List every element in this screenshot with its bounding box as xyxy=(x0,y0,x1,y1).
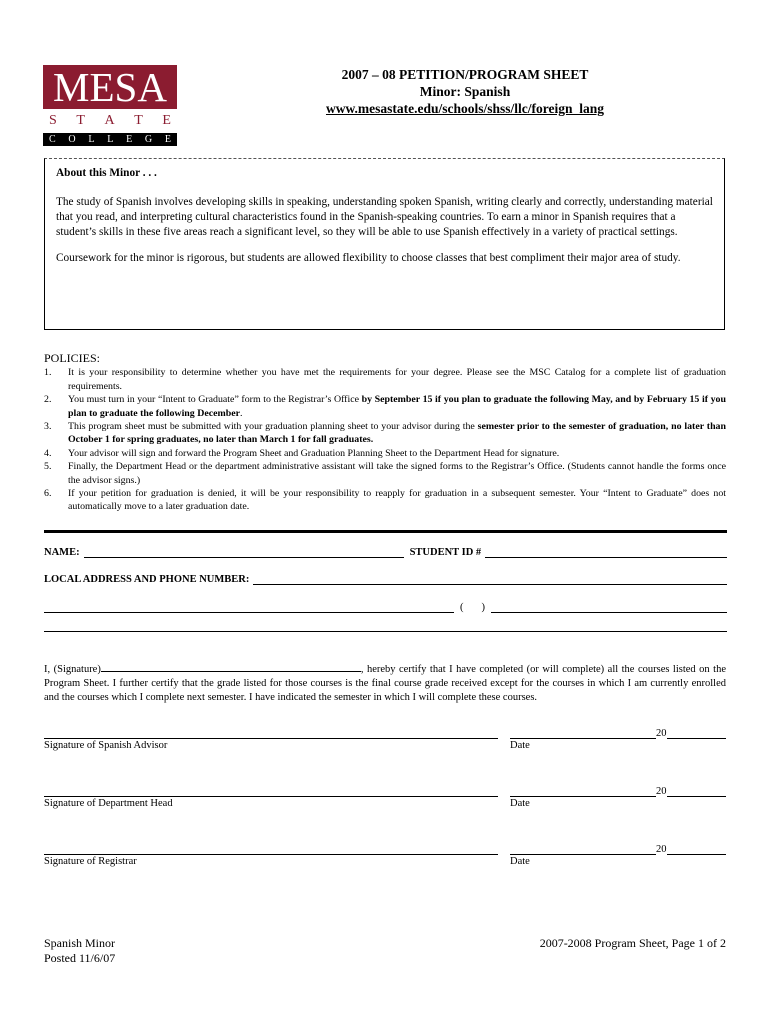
policy-item xyxy=(44,366,726,393)
year-prefix: 20 xyxy=(656,728,667,739)
policy-text: Your advisor will sign and forward the Program Sheet and Graduation Planning Sheet to the Department Head for signature. xyxy=(68,447,560,459)
college-logo xyxy=(43,65,177,146)
policy-item xyxy=(44,460,726,487)
registrar-signature-label: Signature of Registrar xyxy=(44,856,137,867)
policy-text: If your petition for graduation is denied, it will be your responsibility to reapply for graduation in a subsequent semester. Your “Intent to Graduate” does not automatically move to a later graduation date. xyxy=(68,488,726,513)
logo-letter: L xyxy=(107,134,114,145)
logo-letter: E xyxy=(162,113,171,128)
logo-letter: T xyxy=(134,113,143,128)
policy-text-bold: by September 15 if you plan to graduate the following May, and by February 15 if you plan to graduate the following December xyxy=(68,394,726,419)
policy-number: 3. xyxy=(44,421,52,433)
logo-letter: E xyxy=(126,134,133,145)
about-title: About this Minor . . . xyxy=(56,167,157,179)
logo-letter: T xyxy=(76,113,85,128)
logo-letter: A xyxy=(104,113,115,128)
logo-letter: O xyxy=(68,134,76,145)
address-phone-row xyxy=(44,601,727,613)
footer-posted-date: Posted 11/6/07 xyxy=(44,951,116,965)
certify-text: , hereby certify that I have completed (or will complete) all the courses listed on the Program Sheet. I further certify that the grade listed for those courses is the final course grade received except for the courses in which I am currently enrolled and the courses which I complete next semester. I have indicated the semester in which I will complete these courses. xyxy=(44,664,726,704)
year-prefix: 20 xyxy=(656,844,667,855)
advisor-signature-label: Signature of Spanish Advisor xyxy=(44,740,168,751)
year-blank[interactable] xyxy=(667,785,727,797)
certification-statement xyxy=(44,661,726,706)
logo-letter: E xyxy=(164,134,171,145)
policy-number: 6. xyxy=(44,488,52,500)
policy-text xyxy=(68,393,726,420)
name-field[interactable] xyxy=(84,546,404,558)
policy-item xyxy=(44,447,726,460)
department-head-signature-label: Signature of Department Head xyxy=(44,798,173,809)
phone-area-open-paren: ( xyxy=(460,602,464,613)
about-paragraph-1: The study of Spanish involves developing skills in speaking, understanding spoken Spanish, writing clearly and correctly, understanding material that you read, and interpreting cultural characteristics found in the Spanish-speaking countries. To earn a minor in Spanish requires that a student’s skills in these five areas reach a significant level, so they will be able to use Spanish effectively in a variety of practical settings. xyxy=(56,196,713,238)
date-blank[interactable] xyxy=(510,843,656,855)
policy-item xyxy=(44,393,726,420)
document-title: 2007 – 08 PETITION/PROGRAM SHEET xyxy=(341,67,589,82)
registrar-signature-line[interactable] xyxy=(44,854,498,855)
footer-left xyxy=(44,936,115,966)
section-divider xyxy=(44,530,727,533)
policy-number: 5. xyxy=(44,461,52,473)
logo-college-row xyxy=(43,133,177,146)
policies-title: POLICIES: xyxy=(44,351,101,365)
policy-text-part: It is your responsibility to determine whether you have met the requirements for your degree. Please see the MSC Catalog for a complete list of graduation requirements. xyxy=(68,367,726,392)
document-subtitle: Minor: Spanish xyxy=(419,84,511,99)
document-header xyxy=(230,66,700,117)
name-row xyxy=(44,546,727,558)
footer-page-info: 2007-2008 Program Sheet, Page 1 of 2 xyxy=(539,936,726,950)
year-prefix: 20 xyxy=(656,786,667,797)
logo-letter: L xyxy=(88,134,95,145)
advisor-signature-line[interactable] xyxy=(44,738,498,739)
logo-letter: G xyxy=(144,134,153,145)
address-label: LOCAL ADDRESS AND PHONE NUMBER: xyxy=(44,574,250,585)
advisor-date-field[interactable] xyxy=(510,727,726,739)
department-head-signature-line[interactable] xyxy=(44,796,498,797)
policy-item xyxy=(44,487,726,514)
name-label: NAME: xyxy=(44,547,80,558)
student-signature-field[interactable] xyxy=(101,661,361,672)
department-head-date-label: Date xyxy=(510,798,530,809)
student-id-field[interactable] xyxy=(485,546,727,558)
department-url-link[interactable]: www.mesastate.edu/schools/shss/llc/foreign_lang xyxy=(325,101,604,116)
footer-program: Spanish Minor xyxy=(44,936,116,950)
advisor-date-label: Date xyxy=(510,740,530,751)
policy-number: 1. xyxy=(44,367,52,379)
about-paragraph-2: Coursework for the minor is rigorous, but students are allowed flexibility to choose classes that best compliment their major area of study. xyxy=(56,252,681,264)
logo-state-row xyxy=(43,111,177,131)
address-field[interactable] xyxy=(253,573,727,585)
policy-item xyxy=(44,420,726,447)
logo-letter: C xyxy=(49,134,56,145)
year-blank[interactable] xyxy=(667,727,727,739)
policy-text-part: You must turn in your “Intent to Graduate” form to the Registrar’s Office xyxy=(68,394,362,406)
policy-text-part: This program sheet must be submitted with your graduation planning sheet to your advisor during the xyxy=(68,421,478,433)
policy-text xyxy=(68,420,726,447)
date-blank[interactable] xyxy=(510,785,656,797)
policy-text: Finally, the Department Head or the department administrative assistant will take the signed forms to the Registrar’s Office. (Students cannot handle the forms once the advisor signs.) xyxy=(68,461,726,486)
date-blank[interactable] xyxy=(510,727,656,739)
logo-letter: S xyxy=(49,113,57,128)
policy-number: 4. xyxy=(44,447,52,459)
address-row xyxy=(44,573,727,585)
registrar-date-label: Date xyxy=(510,856,530,867)
phone-number-field[interactable] xyxy=(491,601,727,613)
logo-wordmark: MESA xyxy=(43,65,177,109)
certify-prefix: I, (Signature) xyxy=(44,664,101,675)
policies-section xyxy=(44,352,726,514)
about-minor-box xyxy=(44,158,725,330)
year-blank[interactable] xyxy=(667,843,727,855)
form-divider xyxy=(44,631,727,632)
policy-number: 2. xyxy=(44,394,52,406)
phone-area-close-paren: ) xyxy=(481,602,485,613)
department-head-date-field[interactable] xyxy=(510,785,726,797)
policies-list xyxy=(44,366,726,513)
policy-text-bold: semester prior to the semester of graduation, no later than October 1 for spring graduates, no later than March 1 for fall graduates. xyxy=(68,421,726,446)
registrar-date-field[interactable] xyxy=(510,843,726,855)
student-id-label: STUDENT ID # xyxy=(409,547,482,558)
policy-text xyxy=(68,366,726,393)
address-line-2-field[interactable] xyxy=(44,601,454,613)
policy-text-part: . xyxy=(239,407,243,419)
